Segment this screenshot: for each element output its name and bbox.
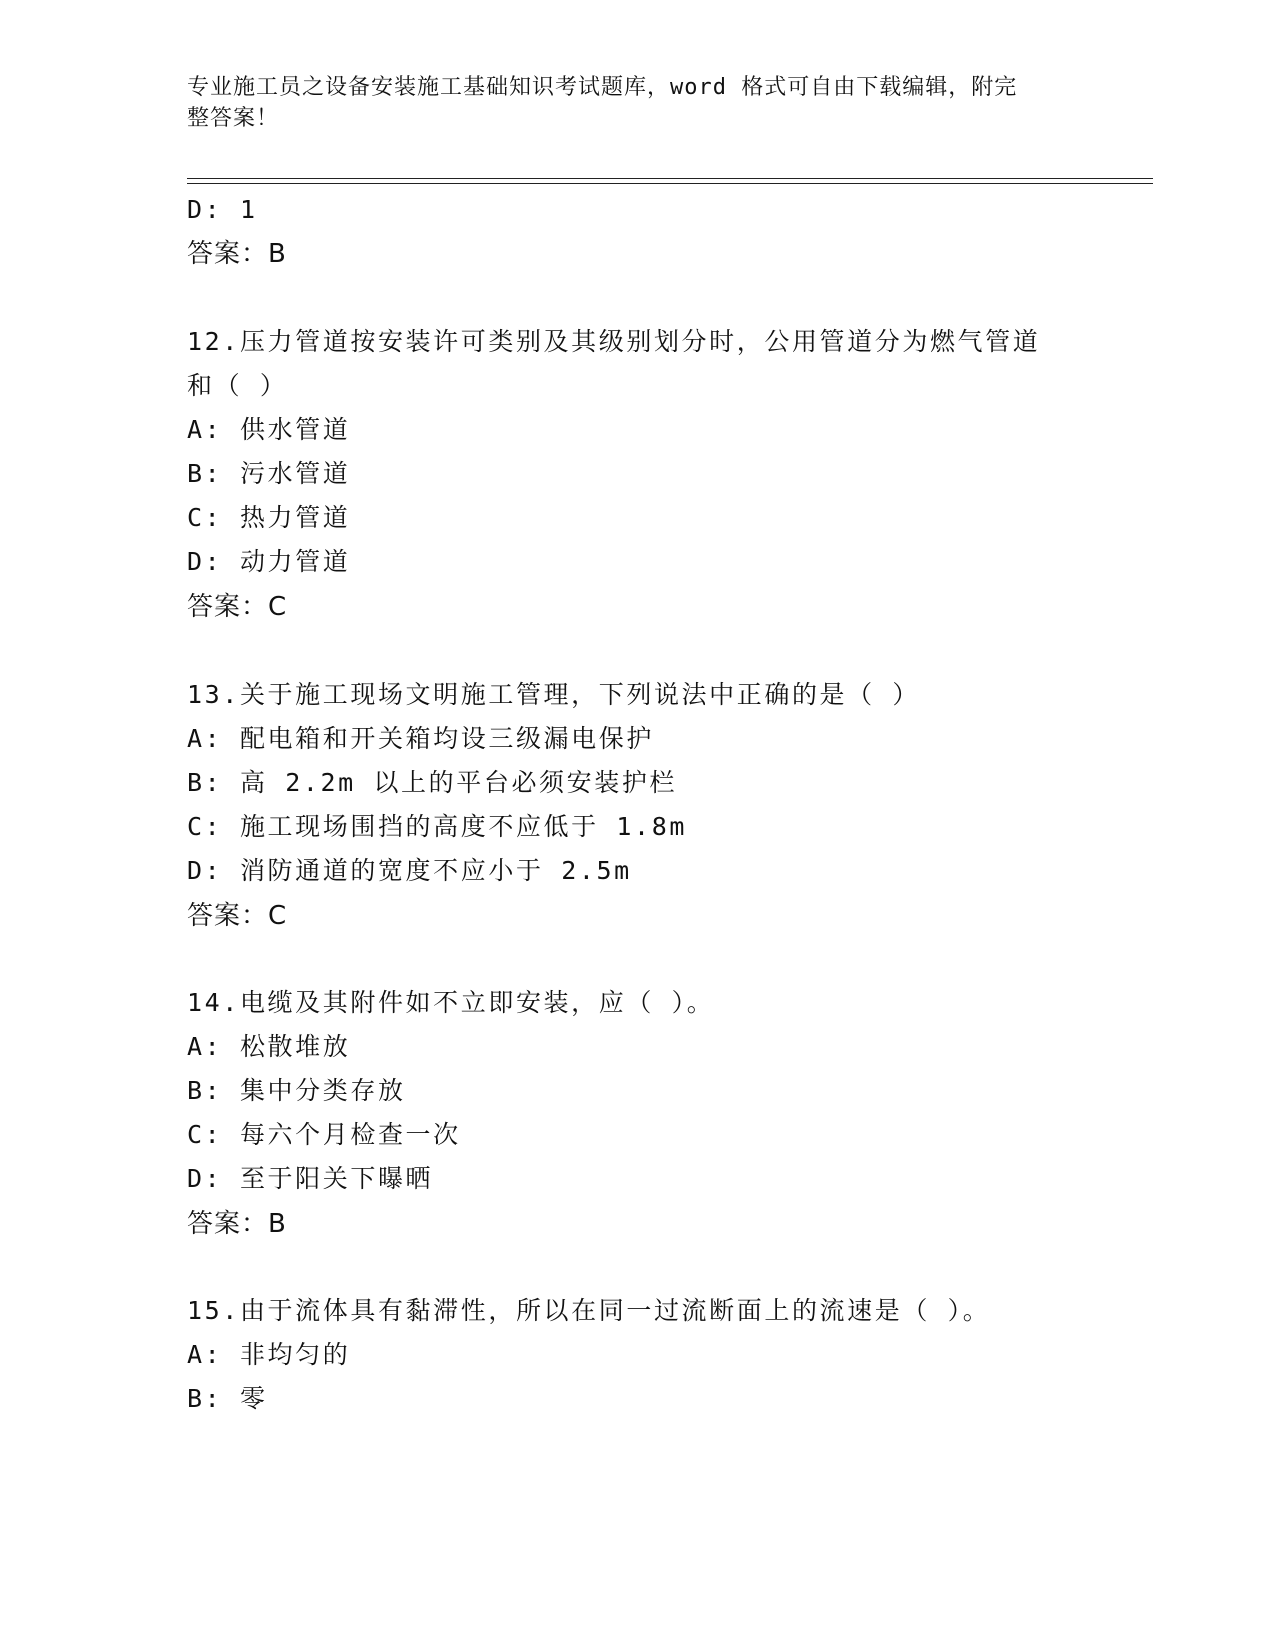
- q13-answer: 答案：C: [187, 901, 288, 931]
- q15-stem-line-1: 15.由于流体具有黏滞性，所以在同一过流断面上的流速是（ ）。: [187, 1296, 991, 1325]
- q13-option-d: D: 消防通道的宽度不应小于 2.5m: [187, 856, 632, 885]
- q14-option-b: B: 集中分类存放: [187, 1076, 406, 1105]
- q13-option-b: B: 高 2.2m 以上的平台必须安装护栏: [187, 768, 678, 797]
- q12-option-b: B: 污水管道: [187, 459, 351, 488]
- q13-option-c: C: 施工现场围挡的高度不应低于 1.8m: [187, 812, 688, 841]
- header-line-2: 整答案！: [187, 106, 280, 131]
- header-rule-top: [187, 178, 1153, 179]
- prev-option-d: D: 1: [187, 195, 258, 224]
- q12-stem-line-1: 12.压力管道按安装许可类别及其级别划分时，公用管道分为燃气管道: [187, 327, 1041, 356]
- q12-option-d: D: 动力管道: [187, 547, 351, 576]
- q14-option-a: A: 松散堆放: [187, 1032, 351, 1061]
- q13-stem-line-1: 13.关于施工现场文明施工管理，下列说法中正确的是（ ）: [187, 680, 921, 709]
- q14-option-d: D: 至于阳关下曝晒: [187, 1164, 434, 1193]
- q12-stem-line-2: 和（ ）: [187, 371, 288, 400]
- header-rule-bottom: [187, 183, 1153, 184]
- q12-option-a: A: 供水管道: [187, 415, 351, 444]
- document-header: [187, 72, 1067, 134]
- q15-option-b: B: 零: [187, 1384, 268, 1413]
- q14-stem-line-1: 14.电缆及其附件如不立即安装，应（ ）。: [187, 988, 715, 1017]
- prev-answer: 答案：B: [187, 239, 287, 269]
- q12-answer: 答案：C: [187, 592, 288, 622]
- q12-option-c: C: 热力管道: [187, 503, 351, 532]
- q15-option-a: A: 非均匀的: [187, 1340, 351, 1369]
- header-line-1: 专业施工员之设备安装施工基础知识考试题库，word 格式可自由下载编辑，附完: [187, 75, 1018, 100]
- q14-option-c: C: 每六个月检查一次: [187, 1120, 461, 1149]
- q14-answer: 答案：B: [187, 1209, 287, 1239]
- q13-option-a: A: 配电箱和开关箱均设三级漏电保护: [187, 724, 654, 753]
